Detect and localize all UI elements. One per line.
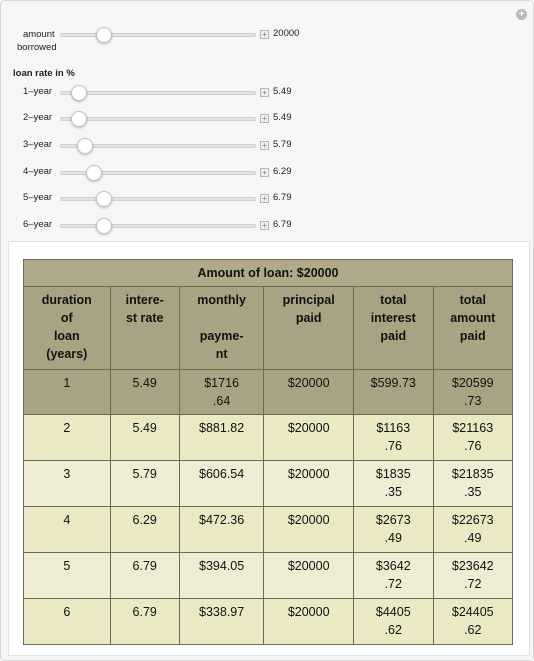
column-header xyxy=(433,287,512,370)
header-line: total xyxy=(459,293,486,307)
cell-line: 6.29 xyxy=(132,513,157,527)
column-header xyxy=(354,287,434,370)
cell-line: 4 xyxy=(63,513,71,527)
table-cell xyxy=(264,461,354,507)
header-line: paid xyxy=(380,329,407,343)
table-cell xyxy=(179,507,264,553)
rate-slider-thumb[interactable] xyxy=(71,85,87,101)
table-cell xyxy=(264,599,354,645)
rate-slider-thumb[interactable] xyxy=(86,165,102,181)
cell-line: .76 xyxy=(464,439,482,453)
header-line: interest xyxy=(370,311,416,325)
rate-control-4-year xyxy=(1,163,321,183)
table-cell xyxy=(24,461,111,507)
table-cell xyxy=(110,507,179,553)
cell-line: $23642 xyxy=(451,559,494,573)
table-cell xyxy=(179,461,264,507)
table-row xyxy=(24,461,513,507)
rate-value: 6.79 xyxy=(273,219,292,230)
table-cell xyxy=(179,415,264,461)
cell-line: $21163 xyxy=(452,421,494,435)
amount-label-line2: borrowed xyxy=(17,42,57,53)
table-title: Amount of loan: $20000 xyxy=(24,260,513,287)
rate-slider[interactable] xyxy=(60,224,256,228)
cell-line: 2 xyxy=(63,421,71,435)
table-row xyxy=(24,415,513,461)
cell-line: 6.79 xyxy=(132,605,157,619)
cell-line: $24405 xyxy=(451,605,494,619)
cell-line: $606.54 xyxy=(199,467,245,481)
rate-expand-icon[interactable]: + xyxy=(260,141,269,150)
cell-line: $22673 xyxy=(451,513,494,527)
cell-line: .62 xyxy=(384,623,402,637)
table-cell xyxy=(179,599,264,645)
rate-expand-icon[interactable]: + xyxy=(260,114,269,123)
table-cell xyxy=(264,415,354,461)
header-line: nt xyxy=(215,347,228,361)
cell-line: 1 xyxy=(63,376,71,390)
rate-slider-thumb[interactable] xyxy=(77,138,93,154)
table-cell xyxy=(354,553,434,599)
rate-slider[interactable] xyxy=(60,171,256,175)
amount-borrowed-control xyxy=(1,25,321,53)
cell-line: $4405 xyxy=(375,605,411,619)
rate-control-5-year xyxy=(1,189,321,209)
table-cell xyxy=(264,507,354,553)
header-line: paid xyxy=(459,329,486,343)
rate-expand-icon[interactable]: + xyxy=(260,168,269,177)
header-line: (years) xyxy=(46,347,88,361)
table-cell xyxy=(110,461,179,507)
table-cell xyxy=(354,461,434,507)
table-cell xyxy=(264,553,354,599)
rate-label: 6–year xyxy=(23,219,53,230)
table-cell xyxy=(179,553,264,599)
header-line xyxy=(184,309,260,327)
rate-value: 5.79 xyxy=(273,139,292,150)
rate-slider-thumb[interactable] xyxy=(96,218,112,234)
header-line: monthly xyxy=(197,293,246,307)
cell-line: .72 xyxy=(384,577,402,591)
cell-line: .35 xyxy=(384,485,402,499)
loan-rate-heading: loan rate in % xyxy=(13,68,75,79)
table-cell xyxy=(110,599,179,645)
column-header xyxy=(110,287,179,370)
header-line: intere- xyxy=(125,293,164,307)
cell-line: $394.05 xyxy=(199,559,245,573)
table-cell xyxy=(354,415,434,461)
column-header xyxy=(179,287,264,370)
cell-line: $599.73 xyxy=(370,376,416,390)
cell-line: 5.49 xyxy=(132,376,157,390)
amount-slider-thumb[interactable] xyxy=(96,27,112,43)
cell-line: $3642 xyxy=(375,559,411,573)
cell-line: $1716 xyxy=(204,376,239,390)
table-cell xyxy=(179,370,264,415)
cell-line: $20000 xyxy=(287,605,330,619)
rate-slider[interactable] xyxy=(60,197,256,201)
cell-line: $881.82 xyxy=(199,421,245,435)
rate-slider[interactable] xyxy=(60,117,256,121)
rate-label: 2–year xyxy=(23,112,53,123)
table-cell xyxy=(24,599,111,645)
rate-value: 5.49 xyxy=(273,86,292,97)
table-cell xyxy=(433,553,512,599)
rate-slider-thumb[interactable] xyxy=(96,191,112,207)
table-cell xyxy=(264,370,354,415)
table-row xyxy=(24,599,513,645)
rate-label: 1–year xyxy=(23,86,53,97)
cell-line: .49 xyxy=(464,531,482,545)
cell-line: $20000 xyxy=(287,513,330,527)
cell-line: 6 xyxy=(63,605,71,619)
rate-value: 6.79 xyxy=(273,192,292,203)
rate-label: 5–year xyxy=(23,192,53,203)
cell-line: 5.79 xyxy=(132,467,157,481)
amount-slider[interactable] xyxy=(60,33,256,37)
rate-expand-icon[interactable]: + xyxy=(260,221,269,230)
cell-line: $21835 xyxy=(451,467,494,481)
cell-line: $1835 xyxy=(375,467,411,481)
cell-line: .72 xyxy=(464,577,482,591)
header-line: st rate xyxy=(125,311,164,325)
cell-line: $20000 xyxy=(287,467,330,481)
cell-line: $1163 xyxy=(376,421,411,435)
cell-line: $20000 xyxy=(287,376,330,390)
cell-line: 5 xyxy=(63,559,71,573)
cell-line: $20599 xyxy=(451,376,494,390)
column-header xyxy=(264,287,354,370)
table-cell xyxy=(433,461,512,507)
table-cell xyxy=(433,599,512,645)
header-line: paid xyxy=(295,311,322,325)
amount-borrowed-label xyxy=(17,28,57,54)
header-line: principal xyxy=(282,293,335,307)
table-cell xyxy=(24,507,111,553)
rate-expand-icon[interactable]: + xyxy=(260,88,269,97)
rate-slider-thumb[interactable] xyxy=(71,111,87,127)
header-line: of xyxy=(60,311,73,325)
rate-value: 5.49 xyxy=(273,112,292,123)
amount-label-line1: amount xyxy=(23,29,55,40)
table-cell xyxy=(24,415,111,461)
cell-line: .62 xyxy=(464,623,482,637)
amount-expand-icon[interactable]: + xyxy=(260,30,269,39)
cell-line: .64 xyxy=(212,394,231,408)
loan-table xyxy=(23,259,513,645)
table-header-row xyxy=(24,287,513,370)
cell-line: $472.36 xyxy=(199,513,245,527)
table-cell xyxy=(24,370,111,415)
table-title-row xyxy=(24,260,513,287)
table-cell xyxy=(433,415,512,461)
rate-control-3-year xyxy=(1,136,321,156)
table-cell xyxy=(110,553,179,599)
table-row xyxy=(24,507,513,553)
rate-slider[interactable] xyxy=(60,91,256,95)
column-header xyxy=(24,287,111,370)
cell-line: .35 xyxy=(464,485,482,499)
rate-label: 3–year xyxy=(23,139,53,150)
table-cell xyxy=(354,370,434,415)
output-area xyxy=(8,241,530,656)
cell-line: 5.49 xyxy=(132,421,157,435)
table-cell xyxy=(110,415,179,461)
cell-line: .76 xyxy=(384,439,402,453)
table-cell xyxy=(433,507,512,553)
plus-circle-icon[interactable]: + xyxy=(516,9,527,20)
rate-control-1-year xyxy=(1,83,321,103)
cell-line: 3 xyxy=(63,467,71,481)
header-line: total xyxy=(380,293,407,307)
header-line: payme- xyxy=(199,329,244,343)
table-row xyxy=(24,370,513,415)
rate-label: 4–year xyxy=(23,166,53,177)
table-cell xyxy=(354,507,434,553)
header-line: amount xyxy=(450,311,496,325)
rate-slider[interactable] xyxy=(60,144,256,148)
header-line: duration xyxy=(41,293,92,307)
rate-control-2-year xyxy=(1,109,321,129)
cell-line: .49 xyxy=(384,531,402,545)
table-cell xyxy=(24,553,111,599)
rate-expand-icon[interactable]: + xyxy=(260,194,269,203)
table-cell xyxy=(110,370,179,415)
cell-line: $2673 xyxy=(375,513,411,527)
table-cell xyxy=(433,370,512,415)
cell-line: $20000 xyxy=(287,421,330,435)
table-cell xyxy=(354,599,434,645)
amount-value: 20000 xyxy=(273,28,300,39)
cell-line: .73 xyxy=(464,394,482,408)
cell-line: $338.97 xyxy=(199,605,245,619)
rate-value: 6.29 xyxy=(273,166,292,177)
rate-control-6-year xyxy=(1,216,321,236)
cell-line: $20000 xyxy=(287,559,330,573)
cell-line: 6.79 xyxy=(132,559,157,573)
header-line: loan xyxy=(53,329,80,343)
table-row xyxy=(24,553,513,599)
